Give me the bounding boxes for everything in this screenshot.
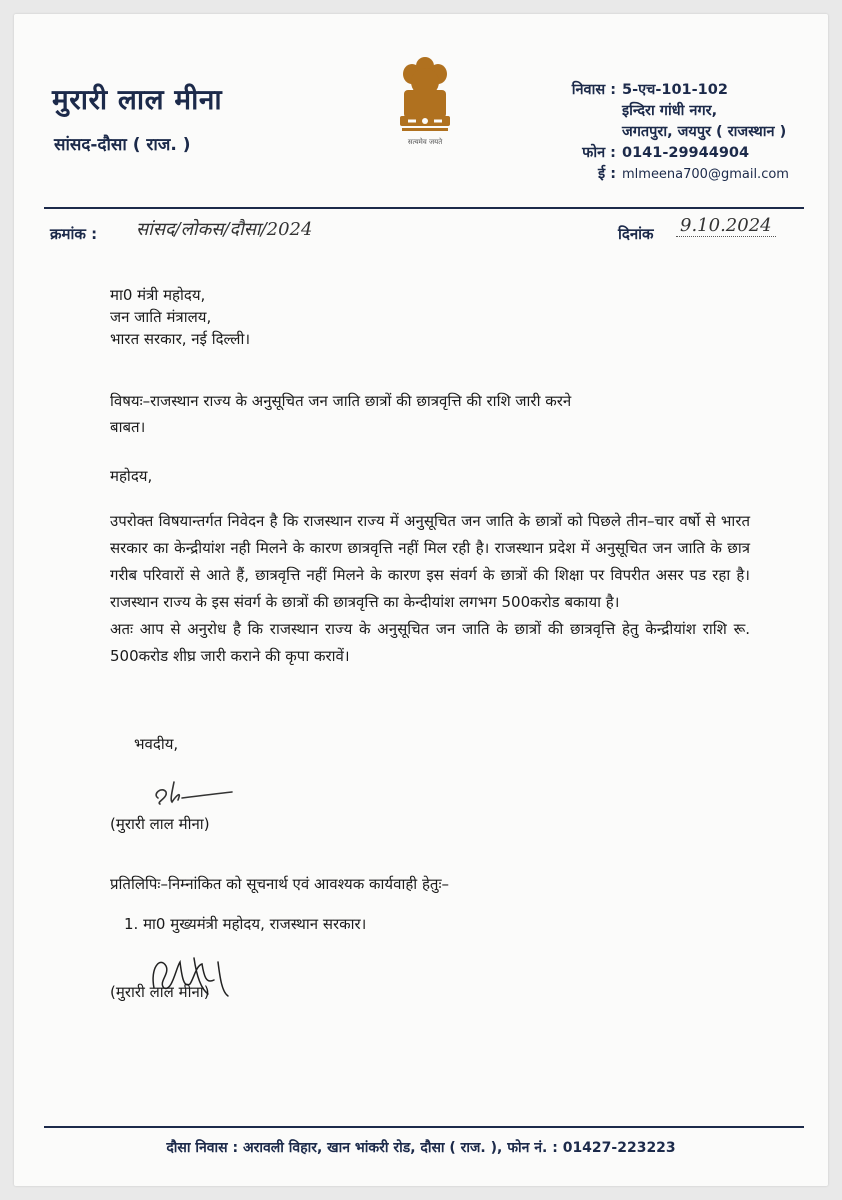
date-label: दिनांक (618, 225, 654, 243)
letter-page (14, 14, 828, 1186)
date-value: 9.10.2024 (676, 215, 776, 237)
reference-number-label: क्रमांक : (50, 225, 98, 243)
subject-block (110, 388, 760, 440)
signatory-name-1: (मुरारी लाल मीना) (110, 815, 210, 833)
addressee-line1: मा0 मंत्री महोदय, (110, 286, 206, 304)
letter-body (110, 508, 750, 670)
email-address: mlmeena700@gmail.com (622, 167, 789, 182)
addressee-block (110, 284, 250, 350)
email-label: ई : (598, 166, 616, 182)
salutation: महोदय, (110, 467, 153, 485)
closing: भवदीय, (134, 735, 179, 753)
national-emblem-icon (390, 52, 460, 152)
copy-to-item-1: 1. मा0 मुख्यमंत्री महोदय, राजस्थान सरकार। (124, 915, 367, 933)
residence-address-block (554, 80, 789, 185)
addressee-line2: जन जाति मंत्रालय, (110, 308, 212, 326)
residence-label: निवास : (571, 82, 616, 98)
reference-number-value: सांसद/लोकस/दौसा/2024 (136, 219, 313, 240)
mp-name: मुरारी लाल मीना (52, 83, 223, 116)
residence-line2: इन्दिरा गांधी नगर, (622, 103, 718, 119)
body-paragraph-1: उपरोक्त विषयान्तर्गत निवेदन है कि राजस्थान राज्य में अनुसूचित जन जाति के छात्रों को पिछले तीन–चार वर्षो से भारत सरकार का केन्द्रीयांश नही मिलने के कारण छात्रवृत्ति नहीं मिल रही है। राजस्थान प्रदेश में अनुसूचित जन जाति के छात्र गरीब परिवारों से आते हैं, छात्रवृत्ति नहीं मिलने के कारण इस संवर्ग के छात्रों की शिक्षा पर विपरीत असर पड रहा है। राजस्थान राज्य के इस संवर्ग के छात्रों की छात्रवृत्ति का केन्दीयांश लगभग 500करोड बकाया है। (110, 512, 750, 611)
addressee-line3: भारत सरकार, नई दिल्ली। (110, 330, 251, 348)
emblem-caption: सत्यमेव जयते (407, 138, 443, 146)
header-divider (44, 207, 804, 209)
residence-line3: जगतपुरा, जयपुर ( राजस्थान ) (622, 124, 787, 140)
body-paragraph-2: अतः आप से अनुरोध है कि राजस्थान राज्य के अनुसूचित जन जाति के छात्रों की छात्रवृत्ति हेतु केन्द्रीयांश राशि रू. 500करोड शीघ्र जारी कराने की कृपा करावें। (110, 620, 750, 665)
mp-designation: सांसद-दौसा ( राज. ) (54, 135, 191, 155)
subject-line2: बाबत। (110, 418, 146, 436)
copy-to-heading: प्रतिलिपिः–निम्नांकित को सूचनार्थ एवं आवश्यक कार्यवाही हेतुः– (110, 875, 449, 893)
residence-line1: 5-एच-101-102 (622, 82, 728, 98)
signature-sd-mark (148, 776, 238, 812)
footer-address: दौसा निवास : अरावली विहार, खान भांकरी रोड, दौसा ( राज. ), फोन नं. : 01427-223223 (166, 1140, 676, 1156)
signatory-name-2: (मुरारी लाल मीना) (110, 983, 210, 1001)
phone-number: 0141-29944904 (622, 145, 750, 161)
subject-line1: विषयः–राजस्थान राज्य के अनुसूचित जन जाति छात्रों की छात्रवृत्ति की राशि जारी करने (110, 392, 572, 410)
footer-divider (44, 1126, 804, 1128)
phone-label: फोन : (582, 145, 616, 161)
